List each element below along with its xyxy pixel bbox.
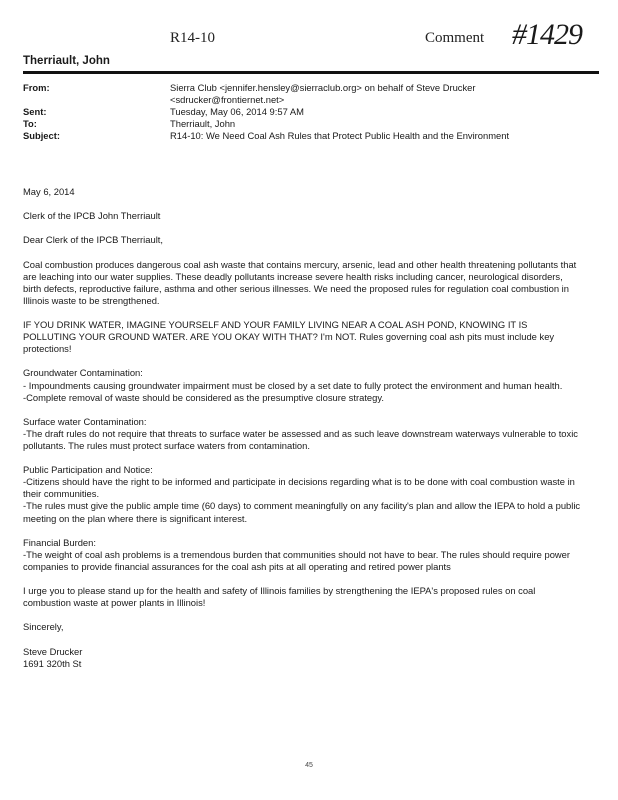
section-title: Public Participation and Notice: (23, 464, 153, 476)
page-number: 45 (305, 762, 313, 769)
comment-label: Comment (425, 30, 485, 46)
from-label: From: (23, 82, 50, 93)
mailbox-owner: Therriault, John (23, 55, 110, 67)
section-title: Financial Burden: (23, 536, 96, 548)
sender-name: Steve Drucker (23, 645, 83, 657)
section-item: - Impoundments causing groundwater impairment must be closed by a set date to fully protect the environment and human health. (23, 379, 563, 391)
section-title: Surface water Contamination: (23, 415, 147, 427)
to-row (23, 118, 603, 130)
email-header (23, 82, 603, 142)
letter-recipient: Clerk of the IPCB John Therriault (23, 210, 161, 222)
section-item: -The rules must give the public ample time (60 days) to comment meaningfully on any facility's plan and allow the IEPA to hold a public meeting on the plan where there is significant interest. (23, 500, 583, 524)
section-item: -Complete removal of waste should be considered as the presumptive closure strategy. (23, 391, 384, 403)
section-groundwater (23, 367, 583, 403)
subject-label: Subject: (23, 130, 60, 141)
subject-value: R14-10: We Need Coal Ash Rules that Protect Public Health and the Environment (170, 130, 510, 141)
from-row (23, 82, 603, 106)
paragraph-coal-combustion: Coal combustion produces dangerous coal ash waste that contains mercury, arsenic, lead and other health threatening pollutants that are leaching into our water supplies. These deadly pollutants increase severe health risks including cancer, neurological disorders, birth defects, reproductive failure, asthma and other serious illnesses. We need the proposed rules for regulation coal combustion in Illinois waste to be strengthened. (23, 258, 577, 306)
section-title: Groundwater Contamination: (23, 367, 143, 379)
section-financial-burden (23, 537, 583, 573)
header-divider (23, 71, 599, 74)
handwritten-comment-number: #1429 (512, 18, 582, 51)
letter-date: May 6, 2014 (23, 186, 75, 197)
letter-salutation: Dear Clerk of the IPCB Therriault, (23, 234, 163, 246)
paragraph-urge: I urge you to please stand up for the health and safety of Illinois families by strengthening the IEPA's proposed rules on coal combustion waste at power plants in Illinois! (23, 585, 536, 609)
paragraph-imagine: IF YOU DRINK WATER, IMAGINE YOURSELF AND YOUR FAMILY LIVING NEAR A COAL ASH POND, KNOWING IT IS POLLUTING YOUR GROUND WATER. ARE YOU OKAY WITH THAT? I'm NOT. Rules governing coal ash pits must include key protections! (23, 319, 555, 355)
section-item: -Citizens should have the right to be informed and participate in decisions regarding what is to be done with coal combustion waste in their communities. (23, 476, 578, 500)
from-value: Sierra Club <jennifer.hensley@sierraclub.org> on behalf of Steve Drucker <sdrucker@frontiernet.net> (170, 82, 476, 105)
docket-number: R14-10 (170, 30, 215, 46)
section-public-participation (23, 464, 583, 524)
sent-value: Tuesday, May 06, 2014 9:57 AM (170, 106, 304, 117)
sent-row (23, 106, 603, 118)
section-item: -The weight of coal ash problems is a tremendous burden that communities should not have to bear. The rules should require power companies to provide financial assurances for the coal ash pits at all operating and retired power plants (23, 548, 573, 572)
sent-label: Sent: (23, 106, 47, 117)
letter-closing: Sincerely, (23, 621, 64, 633)
to-value: Therriault, John (170, 118, 236, 129)
to-label: To: (23, 118, 37, 129)
sender-address: 1691 320th St (23, 657, 82, 669)
email-body (23, 186, 583, 670)
section-item: -The draft rules do not require that threats to surface water be assessed and as such leave downstream waterways vulnerable to toxic pollutants. The rules must protect surface waters from contamination. (23, 427, 581, 451)
section-surface-water (23, 416, 583, 452)
subject-row (23, 130, 603, 142)
